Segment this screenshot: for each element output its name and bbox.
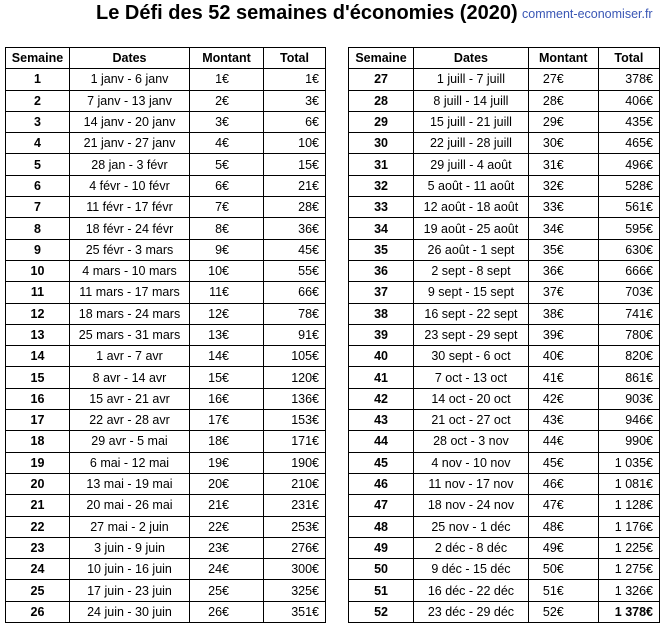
dates-cell: 23 sept - 29 sept <box>414 324 529 345</box>
table-row <box>6 473 326 494</box>
week-cell: 24 <box>6 559 70 580</box>
amount-cell: 23€ <box>190 537 264 558</box>
total-cell: 946€ <box>598 410 659 431</box>
amount-cell: 22€ <box>190 516 264 537</box>
week-cell: 48 <box>349 516 414 537</box>
week-cell: 30 <box>349 133 414 154</box>
total-cell: 3€ <box>264 90 326 111</box>
week-cell: 39 <box>349 324 414 345</box>
table-row <box>6 537 326 558</box>
total-cell: 120€ <box>264 367 326 388</box>
dates-cell: 25 mars - 31 mars <box>70 324 190 345</box>
dates-cell: 21 janv - 27 janv <box>70 133 190 154</box>
dates-cell: 15 avr - 21 avr <box>70 388 190 409</box>
total-cell: 1 378€ <box>598 601 659 622</box>
page-title: Le Défi des 52 semaines d'économies (2020) <box>96 2 518 24</box>
amount-cell: 18€ <box>190 431 264 452</box>
total-cell: 253€ <box>264 516 326 537</box>
week-cell: 23 <box>6 537 70 558</box>
table-row <box>349 324 660 345</box>
table-row <box>6 410 326 431</box>
table-row <box>6 495 326 516</box>
dates-cell: 22 juill - 28 juill <box>414 133 529 154</box>
table-row <box>349 580 660 601</box>
total-cell: 561€ <box>598 197 659 218</box>
amount-cell: 2€ <box>190 90 264 111</box>
table-row <box>6 324 326 345</box>
dates-cell: 10 juin - 16 juin <box>70 559 190 580</box>
amount-cell: 43€ <box>528 410 598 431</box>
week-cell: 5 <box>6 154 70 175</box>
total-cell: 1 225€ <box>598 537 659 558</box>
week-cell: 47 <box>349 495 414 516</box>
table-row <box>6 516 326 537</box>
table-row <box>349 473 660 494</box>
total-cell: 66€ <box>264 282 326 303</box>
week-cell: 8 <box>6 218 70 239</box>
amount-cell: 38€ <box>528 303 598 324</box>
amount-cell: 17€ <box>190 410 264 431</box>
total-cell: 351€ <box>264 601 326 622</box>
dates-cell: 30 sept - 6 oct <box>414 346 529 367</box>
week-cell: 35 <box>349 239 414 260</box>
amount-cell: 27€ <box>528 69 598 90</box>
dates-cell: 6 mai - 12 mai <box>70 452 190 473</box>
table-row <box>349 303 660 324</box>
total-cell: 6€ <box>264 111 326 132</box>
week-cell: 51 <box>349 580 414 601</box>
amount-cell: 29€ <box>528 111 598 132</box>
week-cell: 25 <box>6 580 70 601</box>
dates-cell: 18 févr - 24 févr <box>70 218 190 239</box>
amount-cell: 4€ <box>190 133 264 154</box>
week-cell: 19 <box>6 452 70 473</box>
amount-cell: 15€ <box>190 367 264 388</box>
week-cell: 15 <box>6 367 70 388</box>
dates-cell: 21 oct - 27 oct <box>414 410 529 431</box>
total-cell: 190€ <box>264 452 326 473</box>
table-row <box>6 197 326 218</box>
week-cell: 28 <box>349 90 414 111</box>
amount-cell: 19€ <box>190 452 264 473</box>
week-cell: 34 <box>349 218 414 239</box>
week-cell: 1 <box>6 69 70 90</box>
week-cell: 18 <box>6 431 70 452</box>
total-cell: 45€ <box>264 239 326 260</box>
dates-cell: 25 févr - 3 mars <box>70 239 190 260</box>
total-cell: 465€ <box>598 133 659 154</box>
amount-cell: 48€ <box>528 516 598 537</box>
dates-cell: 25 nov - 1 déc <box>414 516 529 537</box>
total-cell: 153€ <box>264 410 326 431</box>
week-cell: 3 <box>6 111 70 132</box>
dates-cell: 1 juill - 7 juill <box>414 69 529 90</box>
table-row <box>6 431 326 452</box>
dates-cell: 13 mai - 19 mai <box>70 473 190 494</box>
dates-cell: 7 oct - 13 oct <box>414 367 529 388</box>
table-row <box>349 537 660 558</box>
table-row <box>6 282 326 303</box>
table-row <box>349 388 660 409</box>
total-cell: 276€ <box>264 537 326 558</box>
week-cell: 9 <box>6 239 70 260</box>
dates-column-header: Dates <box>70 48 190 69</box>
table-row <box>6 452 326 473</box>
table-row <box>6 601 326 622</box>
amount-cell: 47€ <box>528 495 598 516</box>
table-row <box>349 154 660 175</box>
amount-cell: 30€ <box>528 133 598 154</box>
total-cell: 1 128€ <box>598 495 659 516</box>
table-row <box>6 218 326 239</box>
total-cell: 861€ <box>598 367 659 388</box>
amount-cell: 37€ <box>528 282 598 303</box>
week-cell: 13 <box>6 324 70 345</box>
dates-cell: 11 mars - 17 mars <box>70 282 190 303</box>
week-cell: 10 <box>6 260 70 281</box>
week-cell: 11 <box>6 282 70 303</box>
table-row <box>349 133 660 154</box>
week-cell: 4 <box>6 133 70 154</box>
dates-cell: 23 déc - 29 déc <box>414 601 529 622</box>
total-cell: 78€ <box>264 303 326 324</box>
dates-cell: 27 mai - 2 juin <box>70 516 190 537</box>
table-row <box>349 346 660 367</box>
dates-cell: 9 déc - 15 déc <box>414 559 529 580</box>
savings-table-right <box>348 47 660 623</box>
dates-cell: 9 sept - 15 sept <box>414 282 529 303</box>
total-cell: 595€ <box>598 218 659 239</box>
amount-cell: 21€ <box>190 495 264 516</box>
amount-cell: 7€ <box>190 197 264 218</box>
week-cell: 16 <box>6 388 70 409</box>
amount-cell: 5€ <box>190 154 264 175</box>
table-row <box>6 133 326 154</box>
amount-cell: 10€ <box>190 260 264 281</box>
dates-cell: 12 août - 18 août <box>414 197 529 218</box>
total-cell: 1 275€ <box>598 559 659 580</box>
amount-cell: 6€ <box>190 175 264 196</box>
dates-cell: 7 janv - 13 janv <box>70 90 190 111</box>
week-cell: 26 <box>6 601 70 622</box>
amount-cell: 34€ <box>528 218 598 239</box>
dates-cell: 19 août - 25 août <box>414 218 529 239</box>
amount-cell: 28€ <box>528 90 598 111</box>
dates-cell: 20 mai - 26 mai <box>70 495 190 516</box>
total-cell: 300€ <box>264 559 326 580</box>
week-cell: 12 <box>6 303 70 324</box>
amount-cell: 31€ <box>528 154 598 175</box>
table-row <box>349 260 660 281</box>
table-row <box>6 111 326 132</box>
total-cell: 820€ <box>598 346 659 367</box>
table-row <box>349 367 660 388</box>
table-row <box>349 197 660 218</box>
table-row <box>349 601 660 622</box>
total-cell: 136€ <box>264 388 326 409</box>
dates-cell: 5 août - 11 août <box>414 175 529 196</box>
amount-cell: 32€ <box>528 175 598 196</box>
week-cell: 21 <box>6 495 70 516</box>
week-cell: 31 <box>349 154 414 175</box>
total-column-header: Total <box>598 48 659 69</box>
table-row <box>6 154 326 175</box>
total-cell: 36€ <box>264 218 326 239</box>
dates-cell: 16 sept - 22 sept <box>414 303 529 324</box>
amount-cell: 8€ <box>190 218 264 239</box>
week-cell: 44 <box>349 431 414 452</box>
total-cell: 1 035€ <box>598 452 659 473</box>
week-cell: 38 <box>349 303 414 324</box>
total-cell: 1 326€ <box>598 580 659 601</box>
amount-cell: 26€ <box>190 601 264 622</box>
total-cell: 496€ <box>598 154 659 175</box>
week-cell: 22 <box>6 516 70 537</box>
amount-cell: 12€ <box>190 303 264 324</box>
total-cell: 325€ <box>264 580 326 601</box>
week-cell: 17 <box>6 410 70 431</box>
total-cell: 21€ <box>264 175 326 196</box>
week-cell: 49 <box>349 537 414 558</box>
table-row <box>6 239 326 260</box>
week-cell: 33 <box>349 197 414 218</box>
week-cell: 36 <box>349 260 414 281</box>
week-cell: 37 <box>349 282 414 303</box>
amount-cell: 16€ <box>190 388 264 409</box>
savings-table-left <box>5 47 326 623</box>
table-row <box>349 495 660 516</box>
amount-cell: 14€ <box>190 346 264 367</box>
dates-cell: 28 jan - 3 févr <box>70 154 190 175</box>
table-row <box>349 452 660 473</box>
dates-cell: 17 juin - 23 juin <box>70 580 190 601</box>
total-cell: 15€ <box>264 154 326 175</box>
amount-cell: 42€ <box>528 388 598 409</box>
table-row <box>6 580 326 601</box>
total-cell: 703€ <box>598 282 659 303</box>
amount-cell: 40€ <box>528 346 598 367</box>
total-cell: 10€ <box>264 133 326 154</box>
dates-cell: 22 avr - 28 avr <box>70 410 190 431</box>
total-cell: 630€ <box>598 239 659 260</box>
amount-cell: 1€ <box>190 69 264 90</box>
table-row <box>349 111 660 132</box>
table-header-row <box>6 48 326 69</box>
dates-cell: 1 avr - 7 avr <box>70 346 190 367</box>
amount-column-header: Montant <box>190 48 264 69</box>
amount-cell: 49€ <box>528 537 598 558</box>
total-cell: 1 081€ <box>598 473 659 494</box>
dates-cell: 14 janv - 20 janv <box>70 111 190 132</box>
week-column-header: Semaine <box>349 48 414 69</box>
dates-cell: 4 nov - 10 nov <box>414 452 529 473</box>
table-row <box>6 69 326 90</box>
amount-cell: 24€ <box>190 559 264 580</box>
table-row <box>349 431 660 452</box>
table-row <box>349 282 660 303</box>
total-cell: 91€ <box>264 324 326 345</box>
dates-cell: 2 déc - 8 déc <box>414 537 529 558</box>
amount-cell: 52€ <box>528 601 598 622</box>
week-cell: 45 <box>349 452 414 473</box>
total-cell: 28€ <box>264 197 326 218</box>
week-cell: 20 <box>6 473 70 494</box>
total-cell: 210€ <box>264 473 326 494</box>
dates-cell: 4 févr - 10 févr <box>70 175 190 196</box>
dates-cell: 8 juill - 14 juill <box>414 90 529 111</box>
total-cell: 231€ <box>264 495 326 516</box>
week-cell: 6 <box>6 175 70 196</box>
dates-cell: 15 juill - 21 juill <box>414 111 529 132</box>
dates-cell: 11 nov - 17 nov <box>414 473 529 494</box>
table-row <box>6 367 326 388</box>
table-row <box>6 346 326 367</box>
dates-cell: 3 juin - 9 juin <box>70 537 190 558</box>
table-row <box>349 69 660 90</box>
amount-cell: 20€ <box>190 473 264 494</box>
week-cell: 40 <box>349 346 414 367</box>
total-cell: 406€ <box>598 90 659 111</box>
table-row <box>349 218 660 239</box>
dates-cell: 1 janv - 6 janv <box>70 69 190 90</box>
total-cell: 528€ <box>598 175 659 196</box>
dates-cell: 18 nov - 24 nov <box>414 495 529 516</box>
total-cell: 55€ <box>264 260 326 281</box>
dates-cell: 11 févr - 17 févr <box>70 197 190 218</box>
dates-cell: 26 août - 1 sept <box>414 239 529 260</box>
table-row <box>6 559 326 580</box>
total-cell: 666€ <box>598 260 659 281</box>
week-cell: 50 <box>349 559 414 580</box>
amount-cell: 45€ <box>528 452 598 473</box>
week-column-header: Semaine <box>6 48 70 69</box>
table-row <box>349 410 660 431</box>
dates-cell: 16 déc - 22 déc <box>414 580 529 601</box>
table-row <box>349 516 660 537</box>
week-cell: 32 <box>349 175 414 196</box>
amount-cell: 39€ <box>528 324 598 345</box>
week-cell: 43 <box>349 410 414 431</box>
week-cell: 2 <box>6 90 70 111</box>
table-row <box>349 175 660 196</box>
dates-cell: 28 oct - 3 nov <box>414 431 529 452</box>
amount-column-header: Montant <box>528 48 598 69</box>
dates-cell: 24 juin - 30 juin <box>70 601 190 622</box>
week-cell: 46 <box>349 473 414 494</box>
dates-cell: 29 avr - 5 mai <box>70 431 190 452</box>
dates-cell: 8 avr - 14 avr <box>70 367 190 388</box>
amount-cell: 33€ <box>528 197 598 218</box>
dates-cell: 4 mars - 10 mars <box>70 260 190 281</box>
table-row <box>6 388 326 409</box>
week-cell: 41 <box>349 367 414 388</box>
amount-cell: 13€ <box>190 324 264 345</box>
table-row <box>349 239 660 260</box>
week-cell: 52 <box>349 601 414 622</box>
total-cell: 105€ <box>264 346 326 367</box>
table-row <box>6 175 326 196</box>
amount-cell: 44€ <box>528 431 598 452</box>
total-cell: 1€ <box>264 69 326 90</box>
total-cell: 171€ <box>264 431 326 452</box>
dates-column-header: Dates <box>414 48 529 69</box>
total-cell: 990€ <box>598 431 659 452</box>
dates-cell: 18 mars - 24 mars <box>70 303 190 324</box>
table-row <box>6 260 326 281</box>
total-cell: 1 176€ <box>598 516 659 537</box>
amount-cell: 50€ <box>528 559 598 580</box>
amount-cell: 9€ <box>190 239 264 260</box>
dates-cell: 14 oct - 20 oct <box>414 388 529 409</box>
total-cell: 780€ <box>598 324 659 345</box>
table-row <box>6 90 326 111</box>
week-cell: 42 <box>349 388 414 409</box>
amount-cell: 41€ <box>528 367 598 388</box>
amount-cell: 51€ <box>528 580 598 601</box>
table-row <box>349 90 660 111</box>
amount-cell: 3€ <box>190 111 264 132</box>
total-cell: 378€ <box>598 69 659 90</box>
amount-cell: 46€ <box>528 473 598 494</box>
total-column-header: Total <box>264 48 326 69</box>
total-cell: 435€ <box>598 111 659 132</box>
site-link[interactable]: comment-economiser.fr <box>522 7 653 21</box>
amount-cell: 36€ <box>528 260 598 281</box>
amount-cell: 11€ <box>190 282 264 303</box>
amount-cell: 35€ <box>528 239 598 260</box>
week-cell: 14 <box>6 346 70 367</box>
dates-cell: 29 juill - 4 août <box>414 154 529 175</box>
table-row <box>349 559 660 580</box>
amount-cell: 25€ <box>190 580 264 601</box>
table-header-row <box>349 48 660 69</box>
dates-cell: 2 sept - 8 sept <box>414 260 529 281</box>
table-row <box>6 303 326 324</box>
total-cell: 903€ <box>598 388 659 409</box>
week-cell: 7 <box>6 197 70 218</box>
week-cell: 29 <box>349 111 414 132</box>
total-cell: 741€ <box>598 303 659 324</box>
week-cell: 27 <box>349 69 414 90</box>
